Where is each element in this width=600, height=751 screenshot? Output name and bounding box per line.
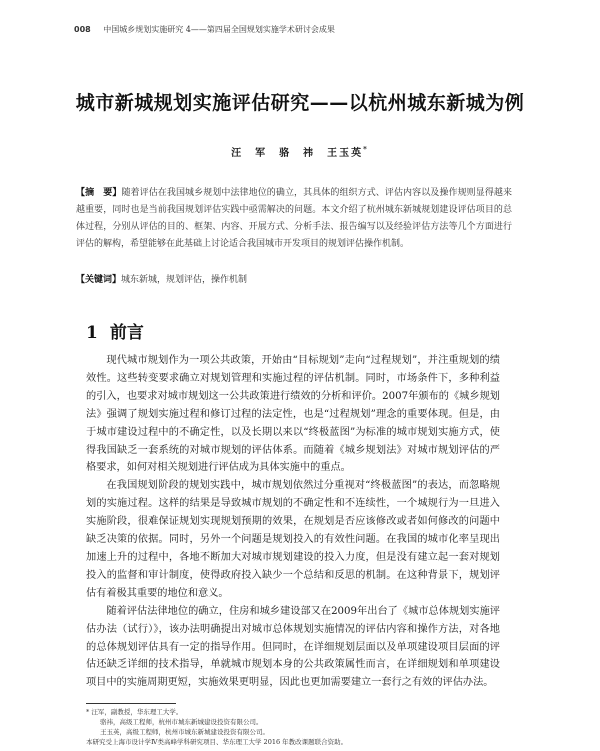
abstract-label: 【摘 要】 [76,188,122,198]
section-title: 前言 [109,323,144,343]
body-text [86,352,500,692]
section-heading [86,318,144,343]
running-title: 中国城乡规划实施研究 4——第四届全国规划实施学术研讨会成果 [103,25,335,34]
page-number: 008 [74,25,91,34]
running-header [74,24,554,35]
section-number: 1 [86,323,98,343]
author-names: 汪 军 骆 祎 王玉英 [231,148,364,159]
abstract [76,185,512,253]
body-paragraph: 现代城市规划作为一项公共政策，开始由“目标规划”走向“过程规划”，并注重规划的绩效性。这些转变要求确立对规划管理和实施过程的评估机制。同时，市场条件下，多种利益的引入，也要求对城市规划这一公共政策进行绩效的分析和评价。2007年颁布的《城乡规划法》强调了规划实施过程和修订过程的法定性，也是“过程规划”理念的重要体现。但是，由于城市建设过程中的不确定性，以及长期以来以“终极蓝图”为标准的城市规划实施方式，使得我国缺乏一套系统的对城市规划的评估体系。而随着《城乡规划法》对城市规划评估的严格要求，如何对相关规划进行评估成为具体实施中的重点。 [86,355,500,474]
paper-title: 城市新城规划实施评估研究——以杭州城东新城为例 [75,92,525,114]
body-paragraph: 随着评估法律地位的确立，住房和城乡建设部又在2009年出台了《城市总体规划实施评估办法（试行）》，该办法明确提出对城市总体规划实施情况的评估内容和操作方法，对各地的总体规划评估具有一定的指导作用。但同时，在详细规划层面以及单项建设项目层面的评估还缺乏详细的技术指导，单就城市规划本身的公共政策属性而言，在详细规划和单项建设项目中的实施周期更短，实施效果更明显，因此也更加需要建立一套行之有效的评估办法。 [86,605,500,689]
footnote-divider [86,703,176,704]
author-footnote-marker: * [363,144,369,154]
keywords [76,272,512,285]
footnotes [86,707,506,747]
footnote: 王玉英，高级工程师，杭州市城东新城建设投资有限公司。 [100,728,269,736]
footnote: 本研究受上海市设计学Ⅳ类高峰学科研究项目、华东理工大学 2016 年教改课题联合资助。 [86,738,348,746]
author-line [60,144,540,159]
keywords-text: 城东新城，规划评估，操作机制 [121,275,248,285]
body-paragraph: 在我国规划阶段的规划实践中，城市规划依然过分重视对“终极蓝图”的表达，而忽略规划的实施过程。这样的结果是导致城市规划的不确定性和不连续性，一个城规行为一旦进入实施阶段，很难保证规划实现规划预期的效果，在规划是否应该修改或者如何修改的问题中缺乏决策的依据。同时，另外一个问题是规划投入的有效性问题。在我国的城市化率呈现出加速上升的过程中，各地不断加大对城市规划建设的投入力度，但是没有建立起一套对规划投入的监督和审计制度，使得政府投入缺少一个总结和反思的机制。在这种背景下，规划评估有着极其重要的地位和意义。 [86,480,500,599]
footnote: 骆祎，高级工程师，杭州市城东新城建设投资有限公司。 [100,718,263,726]
keywords-label: 【关键词】 [76,275,122,285]
abstract-text: 随着评估在我国城乡规划中法律地位的确立，其具体的组织方式、评估内容以及操作规则显得越来越重要，同时也是当前我国规划评估实践中亟需解决的问题。本文介绍了杭州城东新城规划建设评估项目的总体过程，分别从评估的目的、框架、内容、开展方式、分析手法、报告编写以及经验评估方法等几个方面进行评估的解构，希望能够在此基础上讨论适合我国城市开发项目的规划评估操作机制。 [76,188,512,249]
footnote: * 汪军，副教授，华东理工大学。 [86,708,183,716]
